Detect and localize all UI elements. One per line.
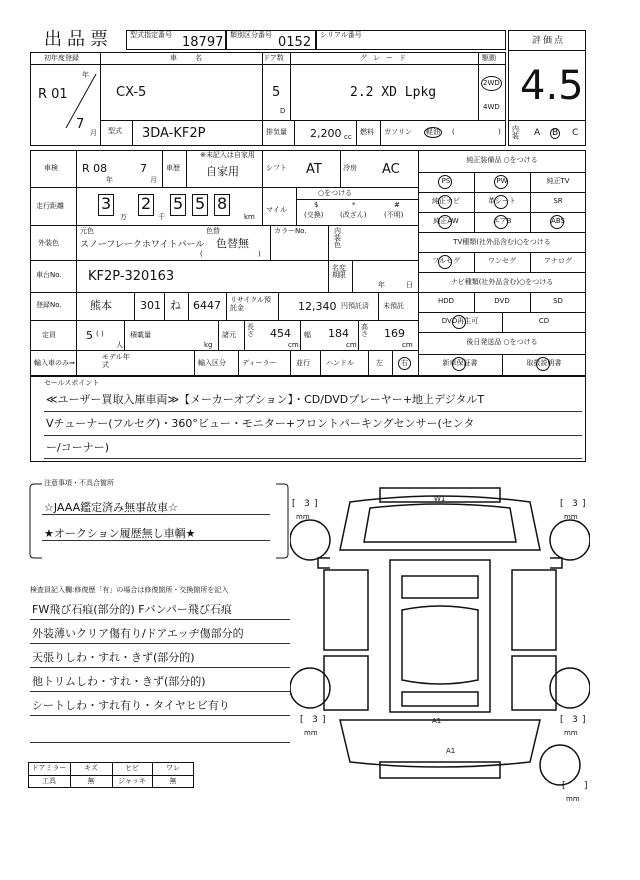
inspection-month: 7 [140,162,147,175]
equipment-rule [418,232,586,233]
chassis: KF2P-320163 [88,269,175,284]
notes-line-2: ★オークション履歴無し車輌★ [44,527,196,540]
unknown-bot: (不明) [384,211,404,219]
import-class-label: 輸入区分 [198,359,226,367]
sales-line-1: ≪ユーザー買取入庫車両≫【メーカーオプション】・CD/DVDプレーヤー+地上デジタルT [46,393,485,406]
sales-line-3: ー/コーナー) [46,441,109,454]
tool-table-cell: 無 [169,777,177,785]
inspection-label: 車検 [44,164,58,172]
tire-depth: 3 [572,499,578,509]
height-label: 高さ [361,323,368,338]
tool-table-header: ヒビ [125,764,139,772]
interior-a: A [534,128,541,138]
name-label: 車名 [170,54,220,62]
width-label: 幅 [304,331,311,339]
displacement-label: 排気量 [266,128,287,136]
inspection-month-unit: 月 [150,176,157,184]
recycle-unpaid: 未預託 [383,302,404,310]
tire-mm-unit: mm [296,513,310,521]
inspection-value: R 08 [82,162,108,175]
first-reg-label: 初年度登録 [44,54,79,62]
equipment-heading: ナビ種類(社外品含む)○をつける [450,278,554,286]
equipment-circle-mark [536,357,550,371]
doors-label: ドア数 [263,54,284,62]
equipment-rule [418,332,586,333]
ac: AC [382,162,400,177]
tire-bracket-close: ] [314,499,318,509]
mileage-digit: 5 [173,194,184,213]
name-change-year: 年 [378,281,385,289]
type-no-label: 型式指定番号 [130,31,172,39]
tire-bracket-close: ] [322,715,326,725]
equipment-item: ABS [551,217,565,225]
tamper-top: * [352,201,356,209]
evaluation-label: 評価点 [532,36,566,46]
equipment-item: フルセグ [432,257,460,265]
mark-w1: W1 [434,495,446,503]
equipment-item: 純正AW [433,217,459,225]
class-no: 0152 [278,35,312,50]
tool-table-header: ワレ [166,764,180,772]
recycle-status: 円預託済 [341,302,369,310]
length: 454 [270,327,291,340]
drive-label: 駆動 [482,54,496,62]
shift: AT [306,162,322,177]
exchange-top: $ [314,201,319,209]
equipment-heading: TV種類(社外品含む)○をつける [453,238,551,246]
equipment-circle-mark [494,175,508,189]
drive-2wd: 2WD [481,76,502,91]
inspector-line: 外装薄いクリア傷有り/ドアエッヂ傷部分的 [32,627,244,640]
mileage-digit: 2 [141,194,152,213]
capacity-label: 定員 [42,331,56,339]
equipment-circle-mark [550,215,564,229]
equipment-rule [418,292,586,293]
grade: 2.2 XD Lpkg [350,85,437,100]
equipment-circle-mark [438,175,452,189]
tool-table-header: キズ [84,764,98,772]
capacity-unit: 人 [116,341,123,349]
equipment-heading: 純正装備品 ○をつける [466,156,538,164]
equipment-item: 新車保証書 [442,359,478,367]
mile-label: マイル [266,206,287,214]
color: スノーフレークホワイトパール [80,240,205,250]
plate-class: 301 [140,299,161,312]
color-label: 外装色 [38,239,59,247]
length-cm: cm [288,341,299,349]
fuel-paren-close: ) [498,128,501,136]
tool-table-cell: 無 [87,777,95,785]
equipment-item: DVD [494,297,510,305]
equipment-rule [418,212,586,213]
car-diagram [290,480,590,810]
tire-depth: 3 [304,499,310,509]
equipment-item: SR [553,197,563,205]
capacity-paren: ( ) [96,330,104,338]
equipment-rule [418,172,586,173]
inspector-line: 天張りしわ・すれ・きず(部分的) [32,651,195,664]
door-suffix: D [280,107,286,115]
grade-label: グレード [360,54,412,62]
inspector-underline [30,643,290,644]
displacement: 2,200 [310,127,342,140]
tool-table-cell: ジャッキ [118,777,146,785]
interior-label: 内装 [512,125,519,140]
tire-depth: 3 [572,715,578,725]
tool-table-cell: 工具 [42,777,56,785]
capacity: 5 [86,329,93,342]
drive-4wd: 4WD [483,103,500,111]
equipment-item: HDD [437,297,455,305]
equipment-item: 取扱説明書 [526,359,562,367]
height-cm: cm [402,341,413,349]
recycle-label: リサイクル預託金 [230,296,272,313]
handle-left: 左 [376,359,383,367]
equipment-rule [418,272,586,273]
evaluation-score: 4.5 [520,63,584,109]
equipment-rule [418,252,586,253]
height: 169 [384,327,405,340]
form-title: 出品票 [44,29,113,50]
equipment-item: PS [441,177,451,185]
year-unit: 年 [82,71,89,79]
mileage-digit: 3 [101,194,112,213]
interior-b: B [552,128,559,138]
paint-label: 色替 [206,227,220,235]
tire-bracket-open: [ [292,499,296,509]
plate-kana: ね [170,299,181,312]
class-no-label: 類別区分番号 [230,31,272,39]
equipment-item: CD [538,317,550,325]
mileage-digit: 5 [195,194,206,213]
first-reg-year: R 01 [38,87,68,102]
tool-table-header: ドアミラー [31,764,67,772]
name-change-label: 名変期限 [332,264,346,279]
model-year-label: モデル年式 [102,353,130,369]
plate-area: 熊本 [90,299,112,312]
tamper-bot: (改ざん) [340,211,367,219]
sen-unit: 千 [158,213,165,221]
usage-label: 車歴 [166,164,180,172]
mark-a1-a: A1 [432,717,442,725]
color-change: 色替無 [216,237,249,250]
width-cm: cm [346,341,357,349]
color-paren: ( [200,250,203,258]
equipment-item: SD [553,297,563,305]
usage: 自家用 [206,165,239,178]
tire-mm-unit: mm [564,513,578,521]
model: 3DA-KF2P [142,126,206,141]
dims-label: 諸元 [222,331,236,339]
equipment-circle-mark [438,255,452,269]
name-change-day: 日 [406,281,413,289]
load-label: 積載量 [130,331,151,339]
tire-bracket-close: ] [582,499,586,509]
handle-label: ハンドル [326,359,354,367]
import-label: 輸入車のみ⇒ [34,359,75,367]
tire-bracket-open: [ [562,781,566,791]
fuel-gasoline: ガソリン [384,128,412,136]
month-unit: 月 [90,129,97,137]
equipment-circle-mark [452,357,466,371]
fuel-paren: ( [452,128,455,136]
type-no: 18797 [182,35,224,50]
equipment-item: ワンセグ [488,257,516,265]
color-no-label: カラーNo. [274,227,307,235]
cc-unit: cc [344,133,352,141]
tire-bracket-open: [ [560,715,564,725]
door-count: 5 [272,85,281,100]
parallel: 並行 [296,359,310,367]
recycle-amount: 12,340 [298,300,337,313]
inspector-line: シートしわ・すれ有り・タイヤヒビ有り [32,699,230,712]
inspector-underline [30,619,290,620]
interior-color-label: 内装色 [334,227,341,249]
plate-label: 登録No. [36,301,62,309]
width: 184 [328,327,349,340]
inspector-underline [30,691,290,692]
equipment-circle-mark [438,195,452,209]
chassis-label: 車台No. [36,271,62,279]
equipment-rule [418,192,586,193]
equipment-item: 純正TV [546,177,570,185]
first-reg-month: 7 [76,117,85,132]
tire-depth: 3 [312,715,318,725]
shift-label: シフト [266,164,287,172]
equipment-item: 革シート [488,197,516,205]
inspector-line: FW飛び石痕(部分的) Fバンパー飛び石痕 [32,603,232,616]
man-unit: 万 [120,213,127,221]
kg-unit: kg [204,341,213,349]
inspector-line: 他トリムしわ・すれ・きず(部分的) [32,675,206,688]
tire-bracket-open: [ [300,715,304,725]
tire-bracket-open: [ [560,499,564,509]
handle-right: 右 [398,357,411,370]
car-name: CX-5 [116,85,147,100]
sales-label: セールスポイント [44,379,100,387]
fuel-diesel: 軽油 [426,128,440,136]
circle-note: ○をつける [318,189,353,197]
usage-note: ※未記入は自家用 [200,151,255,159]
length-label: 長さ [247,323,254,338]
equipment-circle-mark [452,315,466,329]
equipment-item: PW [496,177,508,185]
color-orig-label: 元色 [80,227,94,235]
exchange-bot: (交換) [304,211,324,219]
equipment-circle-mark [438,215,452,229]
mileage-digit: 8 [217,194,228,213]
fuel-label: 燃料 [360,128,374,136]
equipment-item: 純正ナビ [432,197,460,205]
model-label: 型式 [108,127,122,135]
unknown-top: # [394,201,400,209]
inspector-label: 検査員記入欄:修復歴「有」の場合は修復箇所・交換箇所を記入 [30,586,229,594]
tire-bracket-close: ] [582,715,586,725]
inspection-year-unit: 年 [106,176,113,184]
tire-mm-unit: mm [564,729,578,737]
notes-line-1: ☆JAAA鑑定済み無事故車☆ [44,501,178,514]
equipment-item: エアB [492,217,512,225]
equipment-heading: 後日発送品 ○をつける [466,338,538,346]
equipment-rule [418,376,586,377]
km-unit: km [244,213,255,221]
ac-label: 冷房 [343,164,357,172]
equipment-circle-mark [494,215,508,229]
interior-c: C [572,128,579,138]
tire-bracket-close: ] [584,781,588,791]
inspector-underline [30,742,290,743]
inspector-underline [30,667,290,668]
sales-line-2: Vチューナー(フルセグ)・360°ビュー・モニター+フロントパーキングセンサー(センタ [46,417,475,430]
tire-mm-unit: mm [304,729,318,737]
color-paren-close: ) [258,250,261,258]
dealer: ディーラー [242,359,277,367]
equipment-item: DVD再生可 [441,317,479,325]
serial-label: シリアル番号 [320,31,362,39]
mark-a1-b: A1 [446,747,456,755]
plate-number: 6447 [193,299,221,312]
inspector-underline [30,715,290,716]
tire-mm-unit: mm [566,795,580,803]
mileage-label: 走行距離 [36,202,64,210]
equipment-item: アナログ [544,257,572,265]
notes-label: 注意事項・不具合箇所 [44,479,114,487]
equipment-circle-mark [494,195,508,209]
